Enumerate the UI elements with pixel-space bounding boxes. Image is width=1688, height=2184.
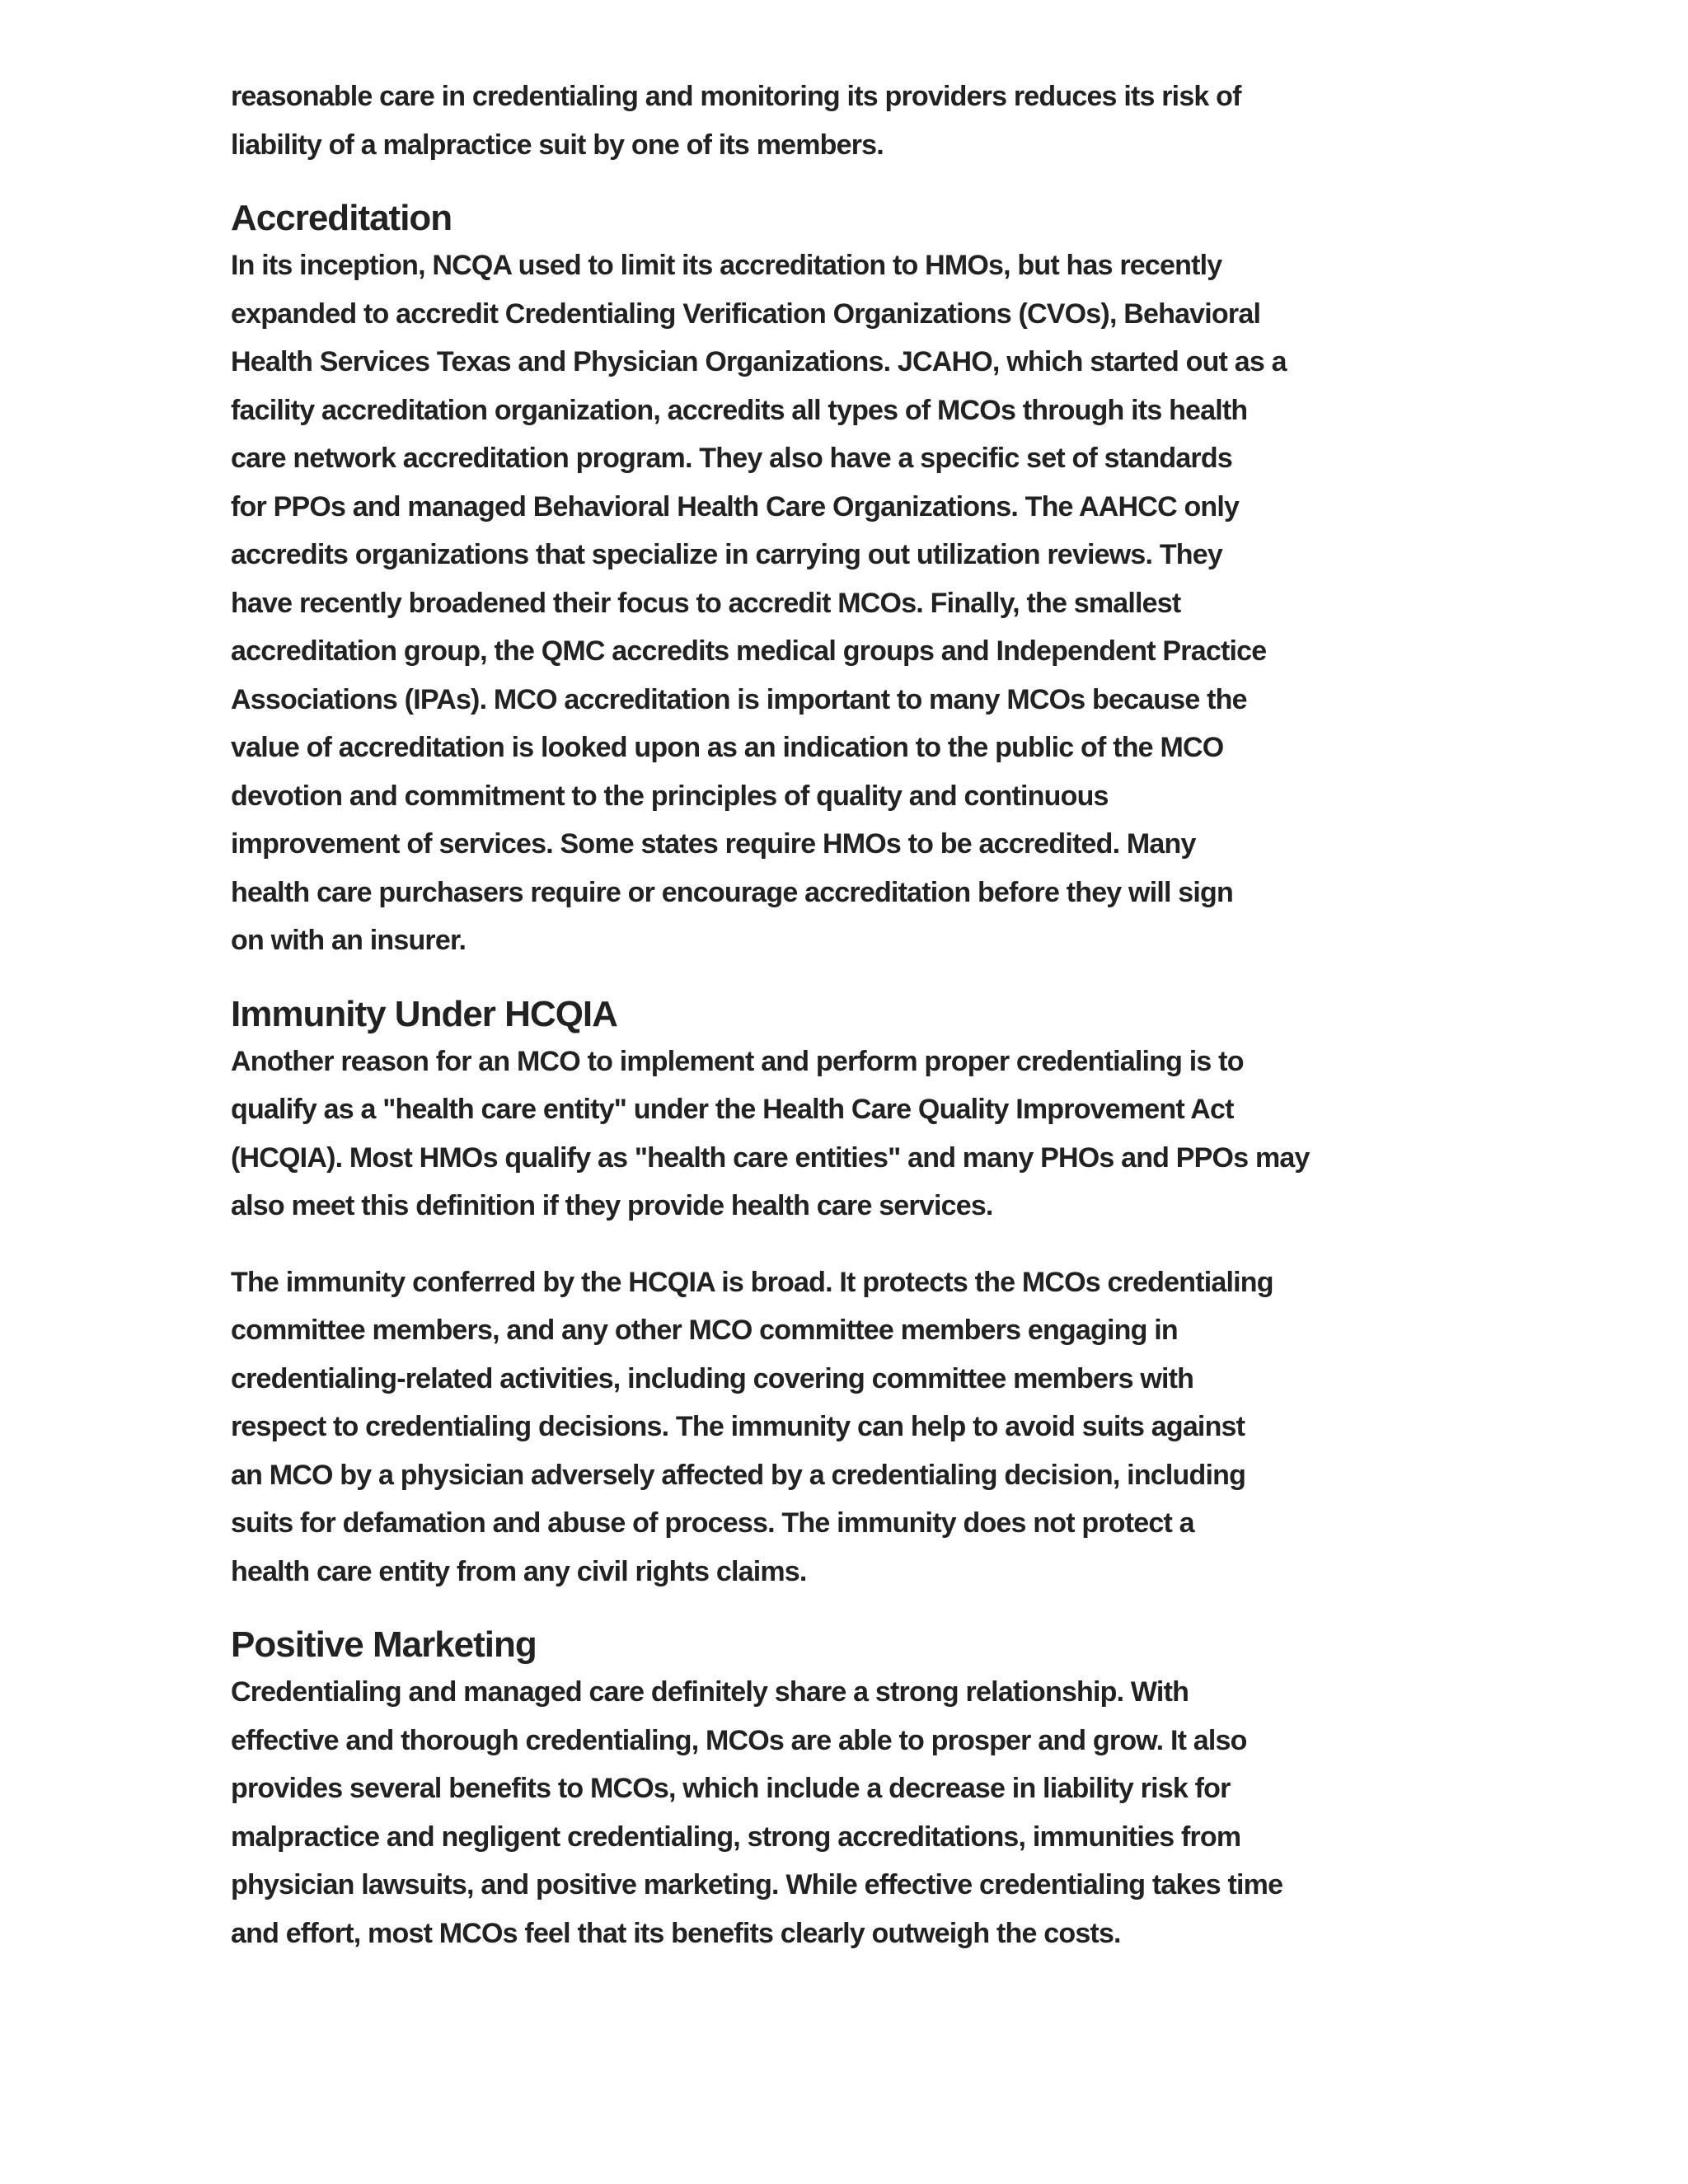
immunity-paragraph-1: Another reason for an MCO to implement and perform proper credentialing is to qualify as a "health care entity" under the Health Care Quality Improvement Act (HCQIA). Most HMOs qualify as "health care entities" and many PHOs and PPOs may also meet this definition if they provide health care services. bbox=[231, 1045, 1310, 1221]
intro-paragraph: reasonable care in credentialing and monitoring its providers reduces its risk of liability of a malpractice suit by one of its members. bbox=[231, 81, 1241, 161]
document-page bbox=[231, 73, 1467, 1957]
accreditation-paragraph: In its inception, NCQA used to limit its accreditation to HMOs, but has recently expanded to accredit Credentialing Verification Organizations (CVOs), Behavioral Health Services Texas and Physician Organizations. JCAHO, which started out as a facility accreditation organization, accredits all types of MCOs through its health care network accreditation program. They also have a specific set of standards for PPOs and managed Behavioral Health Care Organizations. The AAHCC only accredits organizations that specialize in carrying out utilization reviews. They have recently broadened their focus to accredit MCOs. Finally, the smallest accreditation group, the QMC accredits medical groups and Independent Practice Associations (IPAs). MCO accreditation is important to many MCOs because the value of accreditation is looked upon as an indication to the public of the MCO devotion and commitment to the principles of quality and continuous improvement of services. Some states require HMOs to be accredited. Many health care purchasers require or encourage accreditation before they will sign on with an insurer. bbox=[231, 250, 1287, 956]
immunity-paragraph-2: The immunity conferred by the HCQIA is broad. It protects the MCOs credentialing committee members, and any other MCO committee members engaging in credentialing-related activities, including covering committee members with respect to credentialing decisions. The immunity can help to avoid suits against an MCO by a physician adversely affected by a credentialing decision, including suits for defamation and abuse of process. The immunity does not protect a health care entity from any civil rights claims. bbox=[231, 1266, 1273, 1587]
section-heading-positive-marketing: Positive Marketing bbox=[231, 1624, 537, 1665]
section-heading-accreditation: Accreditation bbox=[231, 198, 452, 238]
positive-marketing-paragraph: Credentialing and managed care definitely share a strong relationship. With effective and thorough credentialing, MCOs are able to prosper and grow. It also provides several benefits to MCOs, which include a decrease in liability risk for malpractice and negligent credentialing, strong accreditations, immunities from physician lawsuits, and positive marketing. While effective credentialing takes time and effort, most MCOs feel that its benefits clearly outweigh the costs. bbox=[231, 1676, 1283, 1949]
section-heading-immunity: Immunity Under HCQIA bbox=[231, 993, 617, 1034]
